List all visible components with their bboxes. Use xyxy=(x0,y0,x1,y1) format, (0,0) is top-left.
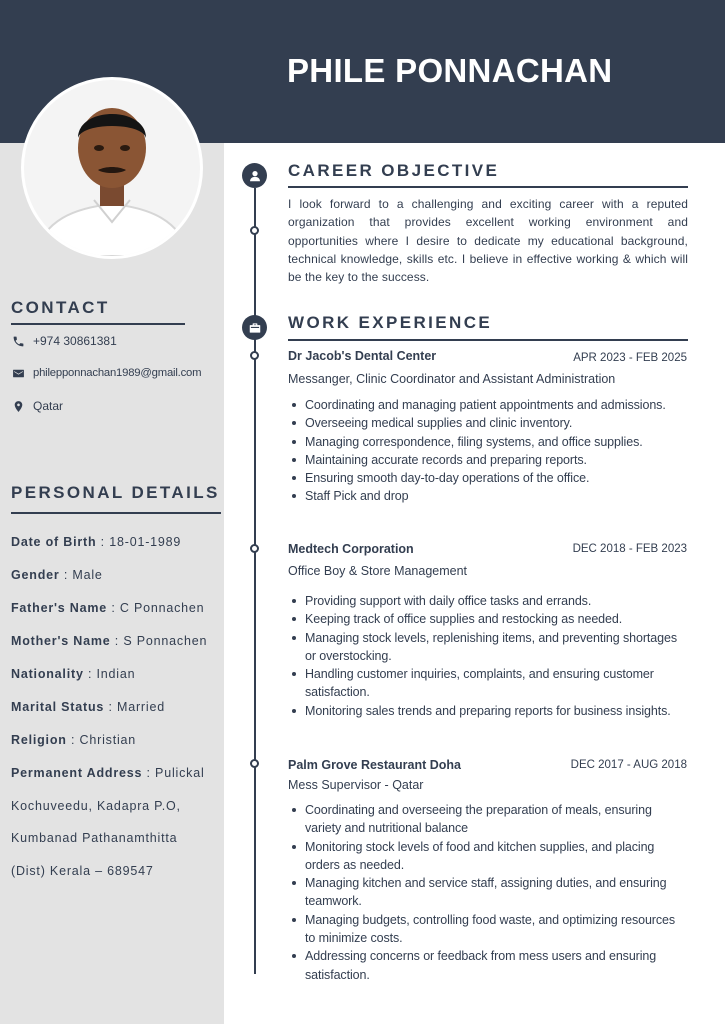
career-objective-text: I look forward to a challenging and exciting career with a reputed organization that provides excellent working environment and opportunities where I desire to dedicate my educational background, technical knowledge, skills etc. I believe in effective working & which will be the key to the success. xyxy=(288,197,688,285)
phone-icon xyxy=(11,334,25,348)
list-item: Monitoring stock levels of food and kitchen supplies, and placing orders as needed. xyxy=(288,838,688,875)
pd-address-line: Kochuveedu, Kadapra P.O, xyxy=(11,799,181,813)
envelope-icon xyxy=(11,366,25,380)
profile-photo xyxy=(21,77,203,259)
list-item: Coordinating and managing patient appointments and admissions. xyxy=(288,396,688,414)
list-item: Managing correspondence, filing systems, and office supplies. xyxy=(288,433,688,451)
personal-details-heading: PERSONAL DETAILS xyxy=(11,483,220,502)
contact-location xyxy=(11,399,63,413)
pd-father-name: Father's Name : C Ponnachen xyxy=(11,601,205,615)
pd-date-of-birth: Date of Birth : 18-01-1989 xyxy=(11,535,182,549)
map-pin-icon xyxy=(11,399,25,413)
job-company: Dr Jacob's Dental Center xyxy=(288,349,437,363)
list-item: Maintaining accurate records and preparing reports. xyxy=(288,451,688,469)
job-role: Messanger, Clinic Coordinator and Assistant Administration xyxy=(288,372,616,386)
pd-permanent-address: Permanent Address : Pulickal xyxy=(11,766,205,780)
contact-email xyxy=(11,366,201,380)
work-experience-divider xyxy=(288,339,688,341)
sidebar xyxy=(0,143,224,1024)
pd-nationality: Nationality : Indian xyxy=(11,667,136,681)
personal-details-divider xyxy=(11,512,221,514)
career-objective-divider xyxy=(288,186,688,188)
contact-phone xyxy=(11,334,117,348)
list-item: Managing budgets, controlling food waste, and optimizing resources to minimize costs. xyxy=(288,911,688,948)
work-experience-heading: WORK EXPERIENCE xyxy=(288,313,493,332)
job-date: DEC 2017 - AUG 2018 xyxy=(570,759,687,771)
job-duties-list xyxy=(288,396,688,506)
contact-heading: CONTACT xyxy=(11,298,110,317)
career-objective-heading: CAREER OBJECTIVE xyxy=(288,161,500,180)
job-duties-list xyxy=(288,592,688,720)
list-item: Staff Pick and drop xyxy=(288,487,688,505)
email-address[interactable]: philepponnachan1989@gmail.com xyxy=(33,367,202,379)
job-role: Mess Supervisor - Qatar xyxy=(288,778,424,792)
list-item: Monitoring sales trends and preparing reports for business insights. xyxy=(288,702,688,720)
phone-number: +974 30861381 xyxy=(33,334,117,348)
list-item: Managing kitchen and service staff, assigning duties, and ensuring teamwork. xyxy=(288,874,688,911)
contact-divider xyxy=(11,323,185,325)
pd-gender: Gender : Male xyxy=(11,568,103,582)
job-duties-list xyxy=(288,801,688,984)
timeline-dot xyxy=(250,544,259,553)
job-date: DEC 2018 - FEB 2023 xyxy=(572,543,687,555)
list-item: Managing stock levels, replenishing items, and preventing shortages or overstocking. xyxy=(288,629,688,666)
job-date: APR 2023 - FEB 2025 xyxy=(573,352,687,364)
list-item: Addressing concerns or feedback from mess users and ensuring satisfaction. xyxy=(288,947,688,984)
location-text: Qatar xyxy=(33,399,64,413)
timeline-dot xyxy=(250,351,259,360)
list-item: Coordinating and overseeing the preparation of meals, ensuring variety and nutritional balance xyxy=(288,801,688,838)
pd-mother-name: Mother's Name : S Ponnachen xyxy=(11,634,208,648)
pd-religion: Religion : Christian xyxy=(11,733,137,747)
job-company: Medtech Corporation xyxy=(288,542,414,556)
list-item: Keeping track of office supplies and restocking as needed. xyxy=(288,610,688,628)
pd-address-line: Kumbanad Pathanamthitta xyxy=(11,831,178,845)
list-item: Handling customer inquiries, complaints, and ensuring customer satisfaction. xyxy=(288,665,688,702)
user-icon xyxy=(242,163,267,188)
briefcase-icon xyxy=(242,315,267,340)
timeline-line xyxy=(254,188,256,974)
timeline-dot xyxy=(250,226,259,235)
job-company: Palm Grove Restaurant Doha xyxy=(288,758,461,772)
pd-address-line: (Dist) Kerala – 689547 xyxy=(11,864,154,878)
pd-marital-status: Marital Status : Married xyxy=(11,700,165,714)
list-item: Overseeing medical supplies and clinic inventory. xyxy=(288,414,688,432)
list-item: Ensuring smooth day-to-day operations of the office. xyxy=(288,469,688,487)
candidate-name: PHILE PONNACHAN xyxy=(287,52,613,89)
list-item: Providing support with daily office tasks and errands. xyxy=(288,592,688,610)
profile-photo-illustration xyxy=(24,80,200,256)
timeline-dot xyxy=(250,759,259,768)
job-role: Office Boy & Store Management xyxy=(288,564,468,578)
